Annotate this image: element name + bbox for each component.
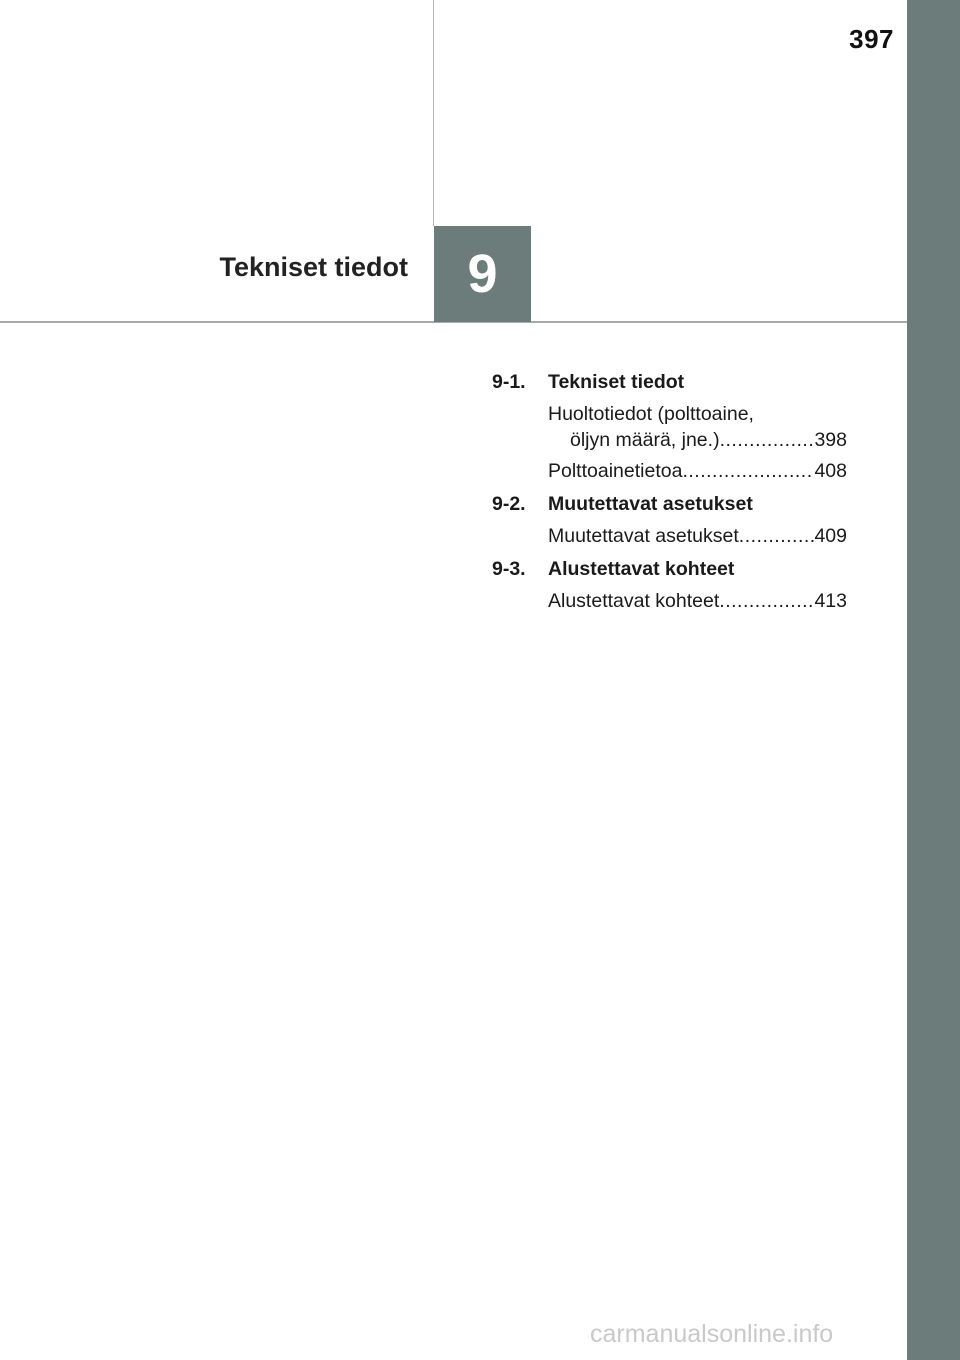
toc-entry-page: 409 bbox=[814, 525, 847, 547]
chapter-side-tab bbox=[907, 0, 960, 1360]
toc-entry[interactable] bbox=[492, 588, 847, 614]
chapter-title: Tekniset tiedot bbox=[219, 252, 408, 282]
chapter-number-box: 9 bbox=[434, 226, 531, 322]
toc-entry-page: 398 bbox=[814, 429, 847, 451]
toc-entry[interactable] bbox=[492, 523, 847, 549]
toc-section-title: Tekniset tiedot bbox=[548, 371, 685, 393]
toc-section-number: 9-2. bbox=[492, 493, 526, 515]
toc-entry-title: Polttoainetietoa bbox=[548, 460, 683, 482]
toc-section bbox=[492, 491, 847, 549]
toc-dot-leader bbox=[720, 427, 815, 453]
toc-dot-leader bbox=[739, 523, 815, 549]
toc-section-number: 9-3. bbox=[492, 558, 526, 580]
toc-section-heading bbox=[492, 369, 847, 396]
toc-dot-leader bbox=[719, 588, 814, 614]
toc-dot-leader bbox=[682, 458, 814, 484]
header-divider-vertical bbox=[433, 0, 434, 226]
toc-section-title: Muutettavat asetukset bbox=[548, 493, 753, 515]
toc-section-title: Alustettavat kohteet bbox=[548, 558, 735, 580]
toc-entry[interactable] bbox=[492, 401, 847, 453]
toc-section bbox=[492, 556, 847, 614]
toc-entry[interactable] bbox=[492, 458, 847, 484]
toc-section bbox=[492, 369, 847, 484]
toc-entry-page: 413 bbox=[814, 590, 847, 612]
toc-section-heading bbox=[492, 556, 847, 583]
watermark: carmanualsonline.info bbox=[590, 1320, 834, 1348]
page-number: 397 bbox=[849, 24, 894, 54]
toc-entry-title-cont: öljyn määrä, jne.) bbox=[570, 429, 720, 451]
toc-section-number: 9-1. bbox=[492, 371, 526, 393]
toc-entry-title: Huoltotiedot (polttoaine, bbox=[548, 403, 754, 425]
toc-entry-title: Alustettavat kohteet bbox=[548, 590, 720, 612]
toc-section-heading bbox=[492, 491, 847, 518]
toc-entry-title: Muutettavat asetukset bbox=[548, 525, 739, 547]
table-of-contents bbox=[492, 369, 847, 621]
toc-entry-page: 408 bbox=[814, 460, 847, 482]
